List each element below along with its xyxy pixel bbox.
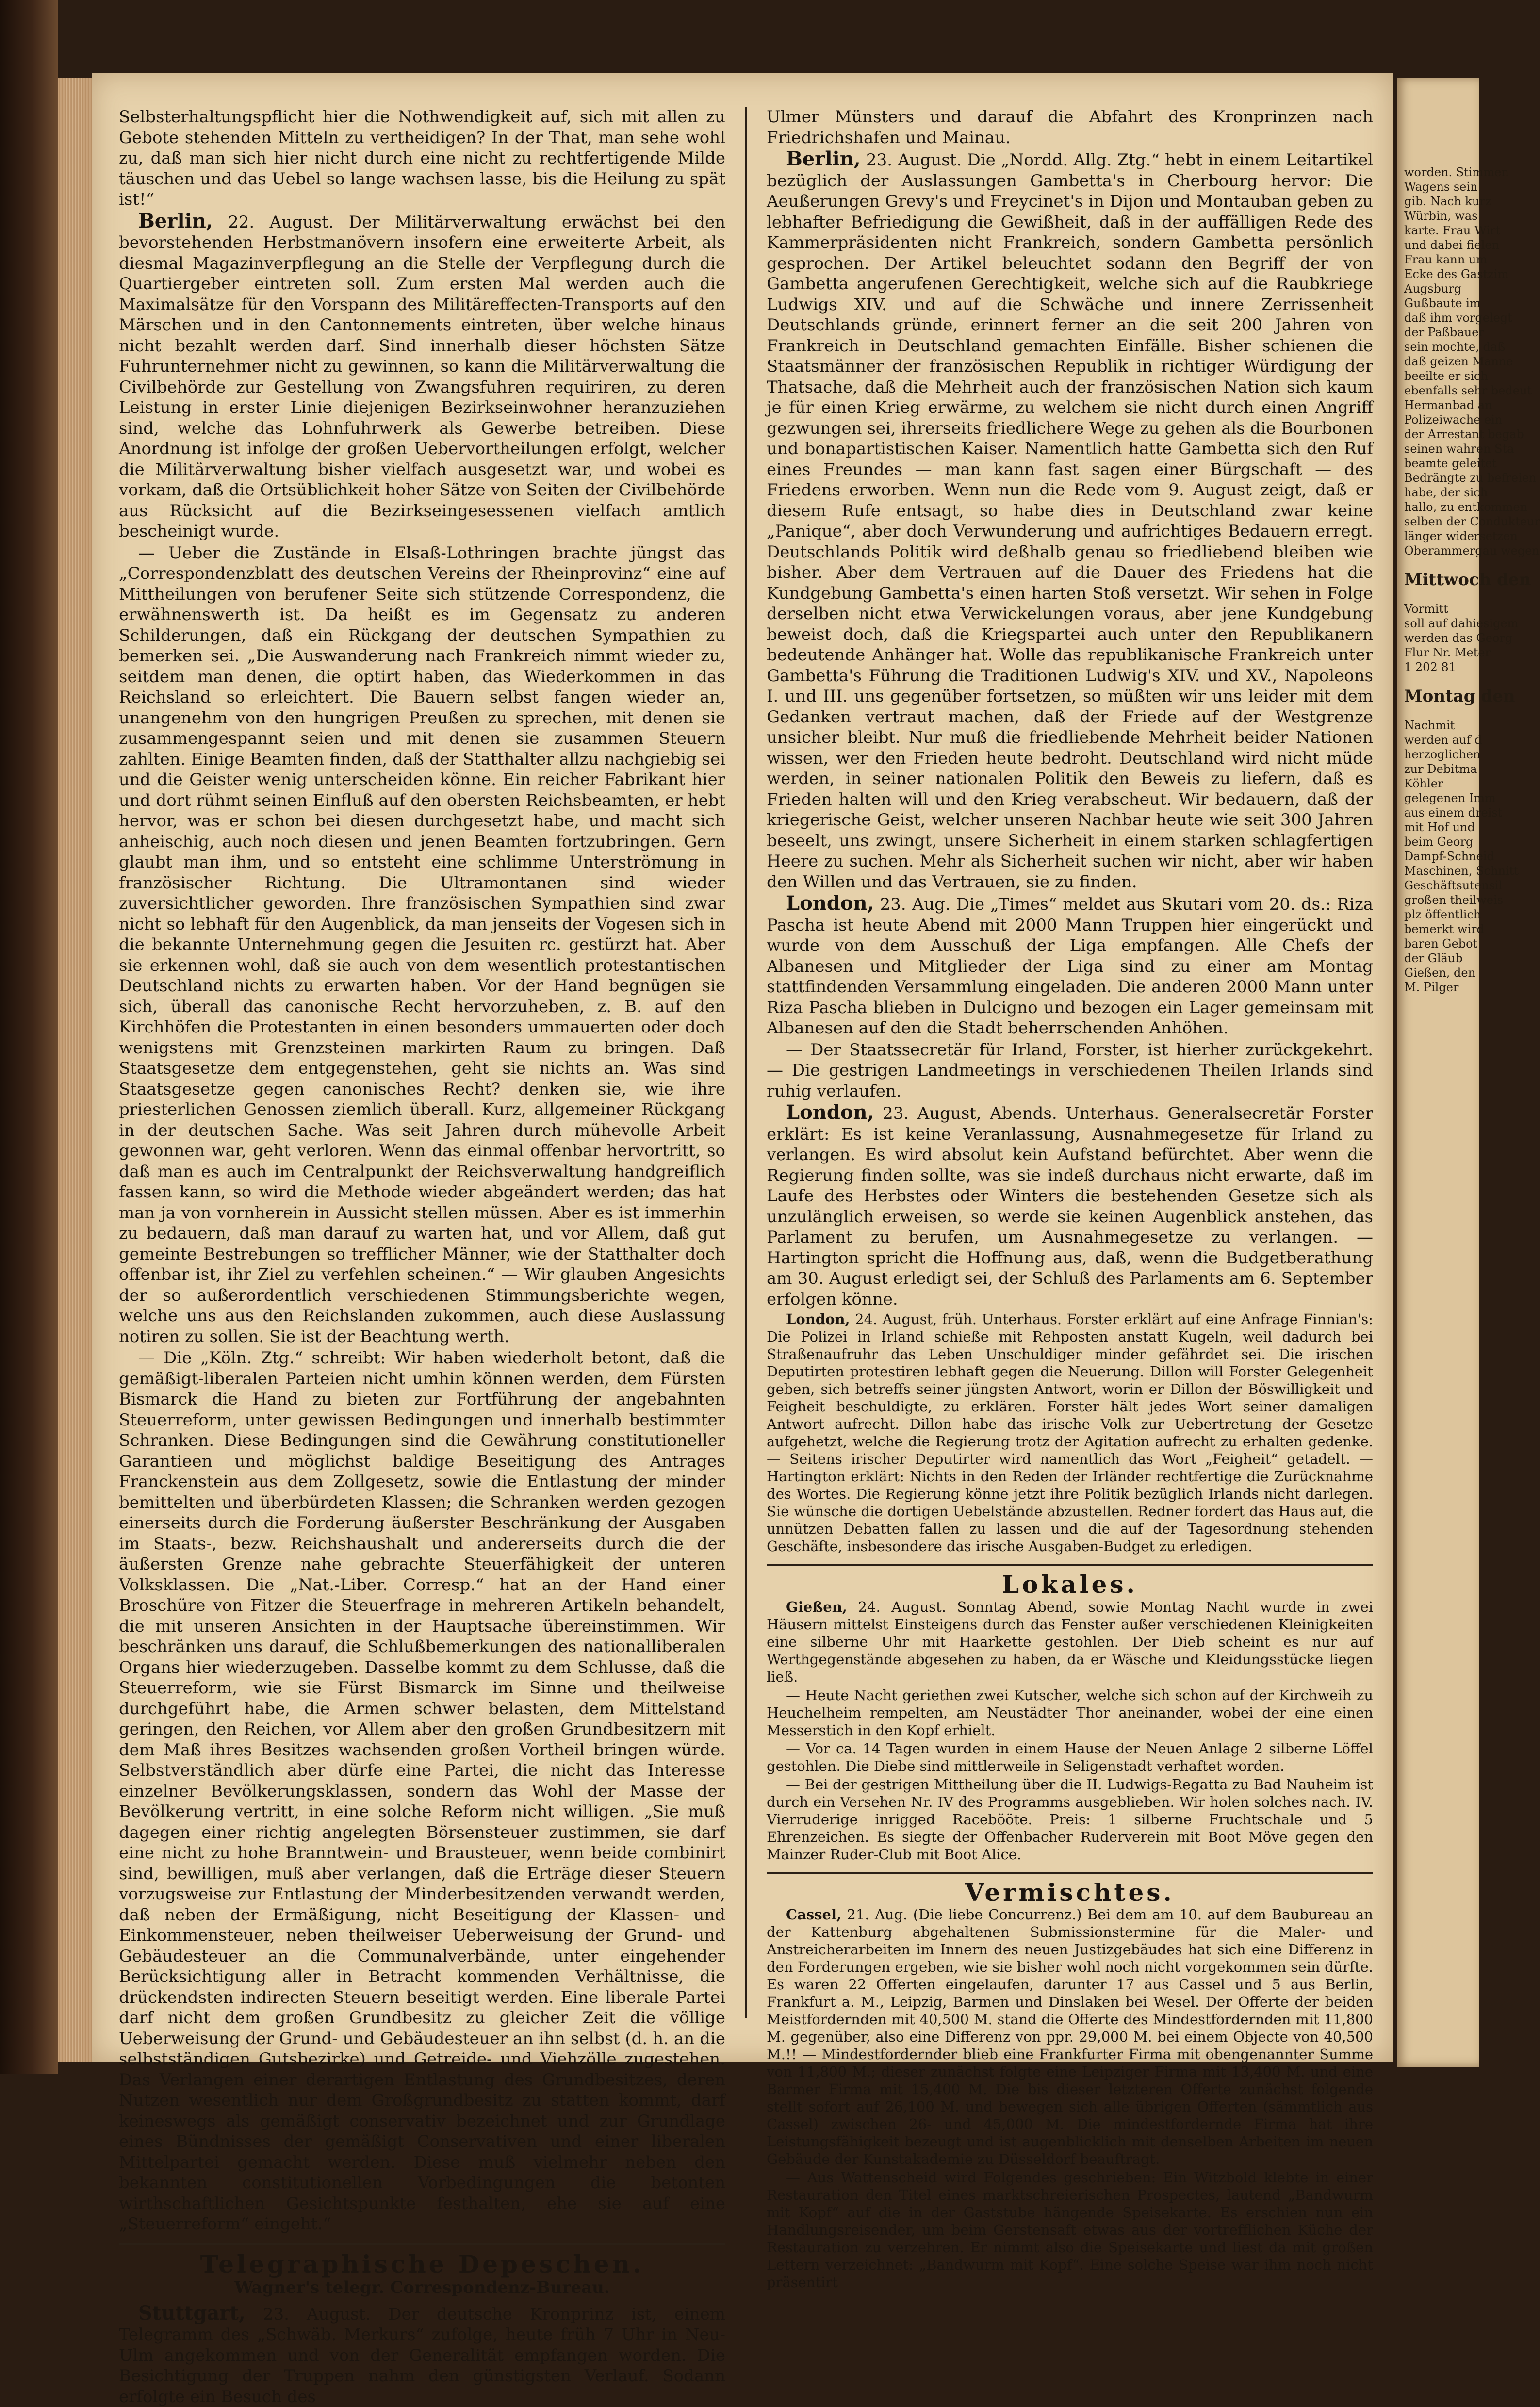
cassel-body: 21. Aug. (Die liebe Concurrenz.) Bei dem am 10. auf dem Baubureau an der Kattenburg abgehaltenen Submissionstermine für die Maler- und Anstreicherarbeiten im Innern des neuen Justizgebäudes hat sich eine Differenz in den Forderungen ergeben, wie sie bisher wohl noch nicht vorgekommen sein dürfte. Es waren 22 Offerten eingelaufen, darunter 17 aus Cassel und 5 aus Berlin, Frankfurt a. M., Leipzig, Barmen und Dinslaken bei Wesel. Der Offerte der beiden Meistfordernden mit 40,500 M. stand die Offerte des Mindestfordernden mit 11,800 M. gegenüber, also eine Differenz von ppr. 29,000 M. bei einem Objecte von 40,500 M.!! — Mindestfordernder blieb eine Frankfurter Firma mit obengenannter Summe von 11,800 M.; dieser zunächst folgte eine Leipziger Firma mit 13,400 M. und eine Barmer Firma mit 15,400 M. Die bis dieser letzteren Offerte zunächst folgende stellt sofort auf 26,100 M. und bewegen sich alle übrigen Offerten (sämmtlich aus Cassel) zwischen 26- und 45,000 M. Die mindestfordernde Firma hat ihre Leistungsfähigkeit bezeugt und ist augenblicklich mit denselben Arbeiten im neuen Gebäude der Kunstakademie zu Düsseldorf beauftragt. [767,1906,1373,2167]
london1-article [767,893,1373,1039]
neighbor-line: seinen wahren Sta [1404,442,1477,456]
neighbor-line: der Arrestant begab [1404,427,1477,442]
stuttgart-dateline: Stuttgart, [138,2302,246,2325]
neighbor-line: Würbin, was [1404,209,1477,223]
neighbor-line: großen theilweis [1404,893,1477,907]
neighbor-line: Hermanbad an [1404,398,1477,412]
neighbor-line: ebenfalls sehr bedeut [1404,383,1477,398]
london2-dateline: London, [786,1101,874,1124]
neighbor-box-heading: Montag den [1404,689,1477,704]
telegraph-heading: Telegraphische Depeschen. [119,2254,725,2275]
neighbor-line: Köhler [1404,776,1477,791]
stuttgart-article [119,2303,725,2407]
neighbor-line: habe, der sich [1404,485,1477,500]
neighbor-line: Vormitt [1404,602,1477,616]
berlin-body: 22. August. Der Militärverwaltung erwächst bei den bevorstehenden Herbstmanövern insofern eine erweiterte Arbeit, als diesmal Magazinverpflegung an die Stelle der Verpflegung durch die Quartiergeber eintreten soll. Zum ersten Mal werden auch die Maximalsätze für den Vorspann des Militäreffecten-Transports auf den Märschen und in den Cantonnements eintreten, über welche hinaus nicht bezahlt werden darf. Sind innerhalb dieser höchsten Sätze Fuhrunternehmer nicht zu gewinnen, so kann die Militärverwaltung die Civilbehörde zur Gestellung von Zwangsfuhren requiriren, zu deren Leistung in erster Linie diejenigen Bezirkseinwohner heranzuziehen sind, welche das Lohnfuhrwerk als Gewerbe betreiben. Diese Anordnung ist infolge der großen Uebervortheilungen erfolgt, welcher die Militärverwaltung bisher vielfach ausgesetzt war, und wobei es vorkam, daß die Ortsüblichkeit hoher Sätze von Seiten der Civilbehörde aus Rücksicht auf die Bezirkseingesessenen vielfach amtlich bescheinigt wurde. [119,213,725,541]
neighbor-line: sein mochte, daß [1404,340,1477,354]
neighbor-line: bemerkt wird [1404,922,1477,936]
neighbor-line: M. Pilger [1404,980,1477,995]
neighbor-line: herzoglichen [1404,747,1477,762]
neighbor-line: baren Gebot [1404,936,1477,951]
neighbor-line: soll auf dahiesigem [1404,616,1477,631]
neighbor-line: länger widersetzen [1404,529,1477,543]
neighbor-line: beeilte er sich [1404,369,1477,383]
neighbor-line: plz öffentlich [1404,907,1477,922]
berlin2-dateline: Berlin, [786,147,861,170]
berlin2-body: 23. August. Die „Nordd. Allg. Ztg.“ hebt in einem Leitartikel bezüglich der Auslassungen Gambetta's in Cherbourg hervor: Die Aeußerungen Grevy's und Freycinet's in Dijon und Montauban geben zu lebhafter Befriedigung die Gewißheit, daß in der auffälligen Rede des Kammerpräsidenten nicht Frankreich, sondern Gambetta persönlich gesprochen. Der Artikel beleuchtet sodann den Begriff der von Gambetta angerufenen Gerechtigkeit, welche sich auf die Raubkriege Ludwigs XIV. und auf die Schwäche und innere Zerrissenheit Deutschlands gründe, erinnert ferner an die seit 200 Jahren von Frankreich in Deutschland gemachten Einfälle. Bisher schienen die Staatsmänner der französischen Republik in richtiger Würdigung der Thatsache, daß die Mehrheit auch der französischen Nation sich kaum je für einen Krieg erwärme, zu welchem sie nicht durch einen Angriff gezwungen sei, ihrerseits friedlichere Wege zu gehen als die Bourbonen und bonapartistischen Kaiser. Namentlich hatte Gambetta sich den Ruf eines Freundes — man kann fast sagen einer Bürgschaft — des Friedens erworben. Wenn nun die Rede vom 9. August zeigt, daß er diesem Rufe entsagt, so habe dies in Deutschland zwar keine „Panique“, aber doch Verwunderung und aufrichtiges Bedauern erregt. Deutschlands Politik wird deßhalb genau so friedliebend bleiben wie bisher. Aber dem Vertrauen auf die Dauer des Friedens hat die Kundgebung Gambetta's einen harten Stoß versetzt. Wir sehen in Folge derselben nicht etwa Verwickelungen voraus, aber jene Kundgebung beweist doch, daß die Kriegspartei auch unter den Republikanern bedeutende Anhänger hat. Wolle das republikanische Frankreich unter Gambetta's Führung die Traditionen Ludwig's XIV. und XV., Napoleons I. und III. uns gegenüber fortsetzen, so müßten wir uns leider mit dem Gedanken vertraut machen, daß der Friede auf der Westgrenze unsicher bleibt. Nur muß die friedliebende Mehrheit beider Nationen wissen, wer den Frieden heute bedroht. Deutschland wird nicht müde werden, in seiner nationalen Politik den Beweis zu liefern, daß es Frieden halten will und den Krieg verabscheut. Wir bedauern, daß der kriegerische Geist, welcher unseren Nachbar heute wie seit 300 Jahren beseelt, uns zwingt, unsere Sicherheit in einem starken schlagfertigen Heere zu suchen. Mehr als Sicherheit suchen wir nicht, aber wir haben den Willen und das Vertrauen, sie zu finden. [767,150,1373,892]
stuttgart-body: 23. August. Der deutsche Kronprinz ist, einem Telegramm des „Schwäb. Merkurs“ zufolge, heute früh 7 Uhr in Neu-Ulm angekommen und von der Generalität empfangen worden. Die Besichtigung der Truppen nahm den günstigsten Verlauf. Sodann erfolgte ein Besuch des [119,2305,725,2407]
neighbor-line: daß geizen Manne [1404,354,1477,369]
neighbor-line: Ecke des Gastzim [1404,267,1477,281]
neighbor-line: Gußbaute im [1404,296,1477,311]
local-news-item: — Bei der gestrigen Mittheilung über die II. Ludwigs-Regatta zu Bad Nauheim ist durch ein Versehen Nr. IV des Programms ausgeblieben. Wir holen solches nach. IV. Vierruderige inrigged Racebööte. Preis: 1 silberne Fruchtschale und 5 Ehrenzeichen. Es siegte der Offenbacher Ruderverein mit Boot Möve gegen den Mainzer Ruder-Club mit Boot Alice. [767,1776,1373,1863]
section-divider [119,2243,725,2245]
neighbor-line: werden auf d [1404,733,1477,747]
forster-paragraph: — Der Staatssecretär für Irland, Forster, ist hierher zurückgekehrt. — Die gestrigen Landmeetings in verschiedenen Theilen Irlands sind ruhig verlaufen. [767,1040,1373,1102]
giessen-dateline: Gießen, [786,1599,847,1615]
neighbor-line: Frau kann um [1404,252,1477,267]
neighbor-line: karte. Frau Wirt [1404,223,1477,238]
intro-paragraph: Selbsterhaltungspflicht hier die Nothwendigkeit auf, sich mit allen zu Gebote stehenden Mitteln zu vertheidigen? In der That, man sehe wohl zu, daß man sich hier nicht durch eine nicht zu rechtfertigende Milde täuschen und das Uebel so lange wachsen lasse, bis die Heilung zu spät ist!“ [119,107,725,210]
neighbor-line: Gießen, den [1404,966,1477,980]
neighbor-text [1397,78,1479,995]
london1-dateline: London, [786,892,874,915]
london2-body: 23. August, Abends. Unterhaus. Generalsecretär Forster erklärt: Es ist keine Veranlassung, Ausnahmegesetze für Irland zu verlangen. Es wird absolut kein Aufstand befürchtet. Aber wenn die Regierung finden sollte, was sie indeß durchaus nicht erwarte, daß im Laufe des Herbstes oder Winters die bestehenden Gesetze sich als unzulänglich erweisen, so werde sie keinen Augenblick anstehen, das Parlament zu berufen, um Ausnahmegesetze zu verlangen. — Hartington spricht die Hoffnung aus, daß, wenn die Budgetberathung am 30. August erledigt sei, der Schluß des Parlaments am 6. September erfolgen könne. [767,1104,1373,1309]
neighbor-line: Oberammergau wegen [1404,543,1477,558]
neighbor-line: daß ihm vorgelegt [1404,311,1477,325]
neighbor-line: werden das Georg [1404,631,1477,645]
book-page-edges [58,78,92,2062]
vermischtes-heading: Vermischtes. [767,1883,1373,1903]
binding-shadow [0,0,58,2074]
london3-body: 24. August, früh. Unterhaus. Forster erklärt auf eine Anfrage Finnian's: Die Polizei in Irland schieße mit Rehposten anstatt Kugeln, weil dadurch bei Straßenaufruhr das Leben Unschuldiger minder gefährdet sei. Die irischen Deputirten protestiren lebhaft gegen die Neuerung. Dillon will Forster Gelegenheit geben, sich betreffs seiner jüngsten Antwort, worin er Dillon der Böswilligkeit und Feigheit beschuldigte, zu erklären. Forster hält jedes Wort seiner damaligen Antwort aufrecht. Dillon habe das irische Volk zur Uebertretung der Gesetze aufgehetzt, welche die Regierung trotz der Agitation aufrecht zu erhalten gedenke. — Seitens irischer Deputirter wird namentlich das Wort „Feigheit“ getadelt. — Hartington erklärt: Nichts in den Reden der Irländer rechtfertige die Zurücknahme des Wortes. Die Regierung könne jetzt ihre Politik bezüglich Irlands nicht darlegen. Sie wünsche die dortigen Uebelstände abzustellen. Redner fordert das Haus auf, die unnützen Debatten fallen zu lassen und die auf der Tagesordnung stehenden Geschäfte, insbesondere das irische Ausgaben-Budget zu erledigen. [767,1311,1373,1555]
neighbor-line: der Paßbauer [1404,325,1477,340]
neighbor-line: selben der Condukteur [1404,514,1477,529]
cassel-dateline: Cassel, [786,1906,841,1923]
berlin-dateline: Berlin, [138,210,213,232]
neighbor-line: Dampf-Schneid [1404,849,1477,864]
lokales-heading: Lokales. [767,1574,1373,1595]
neighbor-line: Augsburg [1404,281,1477,296]
neighbor-line: Maschinen, Schnitt [1404,864,1477,878]
stuttgart-continuation: Ulmer Münsters und darauf die Abfahrt des Kronprinzen nach Friedrichshafen und Mainau. [767,107,1373,148]
koeln-paragraph: — Die „Köln. Ztg.“ schreibt: Wir haben wiederholt betont, daß die gemäßigt-liberalen Parteien nicht umhin können werden, dem Fürsten Bismarck die Hand zu bieten zur Fortführung der angebahnten Steuerreform, unter gewissen Bedingungen und innerhalb bestimmter Schranken. Diese Bedingungen sind die Gewährung constitutioneller Garantieen und möglichst baldige Beseitigung des Antrages Franckenstein aus dem Zollgesetz, sowie die Entlastung der minder bemittelten und überbürdeten Klassen; die Schranken werden gezogen einerseits durch die Forderung äußerster Beschränkung der Ausgaben im Staats-, bezw. Reichshaushalt und andererseits durch die der äußersten Grenze nahe gebrachte Steuerfähigkeit der unteren Volksklassen. Die „Nat.-Liber. Corresp.“ hat an der Hand einer Broschüre von Fitzer die Steuerfrage in mehreren Artikeln behandelt, die mit unseren Ansichten in der Hauptsache übereinstimmen. Wir beschränken uns darauf, die Schlußbemerkungen des nationalliberalen Organs hier wiederzugeben. Dasselbe kommt zu dem Schlusse, daß die Steuerreform, wie sie Fürst Bismarck im Sinne und theilweise durchgeführt habe, die Armen schwer belasten, dem Mittelstand geringen, den Reichen, vor Allem aber den großen Grundbesitzern mit dem Maß ihres Besitzes wachsenden großen Vortheil bringen würde. Selbstverständlich aber dürfe eine Partei, die nicht das Interesse einzelner Bevölkerungsklassen, sondern das Wohl der Masse der Bevölkerung vertritt, in eine solche Reform nicht willigen. „Sie muß dagegen einer richtig angelegten Börsensteuer zustimmen, sie darf eine nicht zu hohe Branntwein- und Brausteuer, wenn beide combinirt sind, bewilligen, muß aber verlangen, daß die Erträge dieser Steuern vorzugsweise zur Entlastung der Minderbesitzenden verwandt werden, daß neben der Ermäßigung, nicht Beseitigung der Klassen- und Einkommensteuer, neben theilweiser Ueberweisung der Grund- und Gebäudesteuer an die Communalverbände, unter eingehender Berücksichtigung aller in Betracht kommenden Verhältnisse, die drückendsten indirecten Steuern beseitigt werden. Eine liberale Partei darf nicht dem großen Grundbesitz zu gleicher Zeit die völlige Ueberweisung der Grund- und Gebäudesteuer an ihn selbst (d. h. an die selbstständigen Gutsbezirke) und Getreide- und Viehzölle zugestehen. Das Verlangen einer derartigen Entlastung des Grundbesitzes, deren Nutzen wesentlich nur dem Großgrundbesitz zu statten kommt, darf keineswegs als gemäßigt conservativ bezeichnet und zur Grundlage eines Bündnisses der gemäßigt Conservativen und einer liberalen Mittelpartei gemacht werden. Diese muß vielmehr neben den bekannten constitutionellen Vorbedingungen die betonten wirthschaftlichen Gesichtspunkte festhalten, ehe sie auf eine „Steuerreform“ eingeht.“ [119,1348,725,2235]
london2-article [767,1102,1373,1310]
middle-column [767,107,1373,2018]
neighbor-line: Flur Nr. Meter [1404,645,1477,660]
neighbor-line: hallo, zu entkommen [1404,500,1477,514]
neighbor-line: Geschäftsutensil [1404,878,1477,893]
neighbor-line: mit Hof und [1404,820,1477,835]
neighbor-line: 1 202 81 [1404,660,1477,674]
local-news-item: — Vor ca. 14 Tagen wurden in einem Hause der Neuen Anlage 2 silberne Löffel gestohlen. Die Diebe sind mittlerweile in Seligenstadt verhaftet worden. [767,1740,1373,1775]
section-divider [767,1564,1373,1566]
neighbor-line: und dabei fielen [1404,238,1477,252]
newspaper-page [92,73,1393,2062]
neighbor-line: gelegenen Imm [1404,791,1477,805]
berlin2-article [767,149,1373,892]
neighbor-line: beamte geleitet [1404,456,1477,471]
london3-article [767,1310,1373,1555]
neighbor-line: der Gläub [1404,951,1477,966]
local-news-item: — Heute Nacht geriethen zwei Kutscher, welche sich schon auf der Kirchweih zu Heuchelheim rempelten, am Neustädter Thor aneinander, wobei der eine einen Messerstich in den Kopf erhielt. [767,1687,1373,1739]
left-column [119,107,725,2018]
neighbor-box-heading: Mittwoch den [1404,573,1477,587]
telegraph-subheading: Wagner's telegr. Correspondenz-Bureau. [119,2277,725,2298]
london1-body: 23. Aug. Die „Times“ meldet aus Skutari vom 20. ds.: Riza Pascha ist heute Abend mit 2000 Mann Truppen hier eingerückt und wurde von dem Ausschuß der Liga empfangen. Alle Chefs der Albanesen und Mitglieder der Liga sind zu einer am Montag stattfindenden Versammlung eingeladen. Die anderen 2000 Mann unter Riza Pascha blieben in Dulcigno und bezogen ein Lager gemeinsam mit Albanesen auf den die Stadt beherrschenden Anhöhen. [767,895,1373,1038]
neighbor-line: Polizeiwache ein [1404,412,1477,427]
neighbor-line: zur Debitma [1404,762,1477,776]
neighbor-line: worden. Stimmen [1404,165,1477,180]
berlin-article [119,211,725,542]
neighbor-page-fragment [1397,78,1479,2067]
london3-dateline: London, [786,1311,850,1327]
neighbor-line: beim Georg [1404,835,1477,849]
giessen-body: 24. August. Sonntag Abend, sowie Montag Nacht wurde in zwei Häusern mittelst Einsteigens durch das Fenster außer verschiedenen Kleinigkeiten eine silberne Uhr mit Haarkette gestohlen. Der Dieb scheint es nur auf Werthgegenstände abgesehen zu haben, da er Wäsche und Kleidungsstücke liegen ließ. [767,1599,1373,1685]
neighbor-line: Nachmit [1404,718,1477,733]
misc-news-item: — Aus Wattenscheid wird Folgendes geschrieben: Ein Witzbold klebte in einer Restauration den Titel eines marktschreierischen Prospectes, lautend „Bandwurm mit Kopf“ auf die in der Gaststube hängende Speisekarte. Es erschien nun ein Handlungsreisender, um beim Gerstensaft etwas aus der vortrefflichen Küche der Restauration zu verzehren. Er nimmt also die Speisekarte und liest da mit großen Lettern verzeichnet: „Bandwurm mit Kopf“. Eine solche Speise war ihm noch nicht präsentirt [767,2169,1373,2291]
section-divider [767,1872,1373,1874]
neighbor-line: aus einem dreist [1404,805,1477,820]
cassel-article [767,1906,1373,2168]
neighbor-line: gib. Nach kurz [1404,194,1477,209]
column-rule [745,107,747,2018]
elsass-paragraph: — Ueber die Zustände in Elsaß-Lothringen brachte jüngst das „Correspondenzblatt des deutschen Vereins der Rheinprovinz“ eine auf Mittheilungen von berufener Seite sich stützende Correspondenz, die erwähnenswerth ist. Da heißt es im Gegensatz zu anderen Schilderungen, daß ein Rückgang der deutschen Sympathien zu bemerken sei. „Die Auswanderung nach Frankreich nimmt wieder zu, seitdem man denen, die optirt haben, das Wiederkommen in das Reichsland so erleichtert. Die Bauern selbst fangen wieder an, unangenehm von den hungrigen Preußen zu sprechen, mit denen sie zusammengespannt seien und mit denen sie zusammen Steuern zahlten. Einige Beamten finden, daß der Statthalter allzu nachgiebig sei und die Geister wenig unterscheiden könne. Ein reicher Fabrikant hier und dort rühmt seinen Einfluß auf den obersten Reichsbeamten, er hebt hervor, was er schon bei diesen durchgesetzt habe, und macht sich anheischig, auch noch diesen und jenen Beamten fortzubringen. Gern glaubt man ihm, und so entsteht eine schlimme Unterströmung in französischer Richtung. Die Ultramontanen sind wieder zuversichtlicher geworden. Ihre französischen Sympathien sind zwar nicht so lebhaft für den Augenblick, da man jenseits der Vogesen sich in die bekannte Unternehmung gegen die Jesuiten rc. gestürzt hat. Aber sie erkennen wohl, daß sie auch von dem wesentlich protestantischen Deutschland nichts zu erwarten haben. Vor der Hand begnügen sie sich, überall das canonische Recht hervorzuheben, z. B. auf den Kirchhöfen die Protestanten in einen besonders ummauerten oder doch wenigstens mit Grenzsteinen markirten Raum zu bringen. Daß Staatsgesetze dem entgegenstehen, geht sie nichts an. Was sind Staatsgesetze gegen canonisches Recht? denken sie, wie ihre priesterlichen Genossen ziemlich überall. Kurz, allgemeiner Rückgang in der deutschen Sache. Was seit Jahren durch mühevolle Arbeit gewonnen war, geht verloren. Wenn das einmal offenbar hervortritt, so daß man es auch im Centralpunkt der Reichsverwaltung handgreiflich fassen kann, so wird die Methode wieder abgeändert werden; das hat man ja von vornherein in Aussicht stellen müssen. Aber es ist immerhin zu bedauern, daß man darauf zu warten hat, und vor Allem, daß gut gemeinte Bestrebungen so trefflicher Männer, wie der Statthalter doch offenbar ist, ihr Ziel zu verfehlen scheinen.“ — Wir glauben Angesichts der so außerordentlich verschiedenen Stimmungsberichte wegen, welche uns aus den Reichslanden zukommen, auch diese Auslassung notiren zu sollen. Sie ist der Beachtung werth. [119,543,725,1347]
neighbor-line: Wagens sein [1404,180,1477,194]
neighbor-line: Bedrängte zu befreien [1404,471,1477,485]
giessen-article [767,1598,1373,1686]
